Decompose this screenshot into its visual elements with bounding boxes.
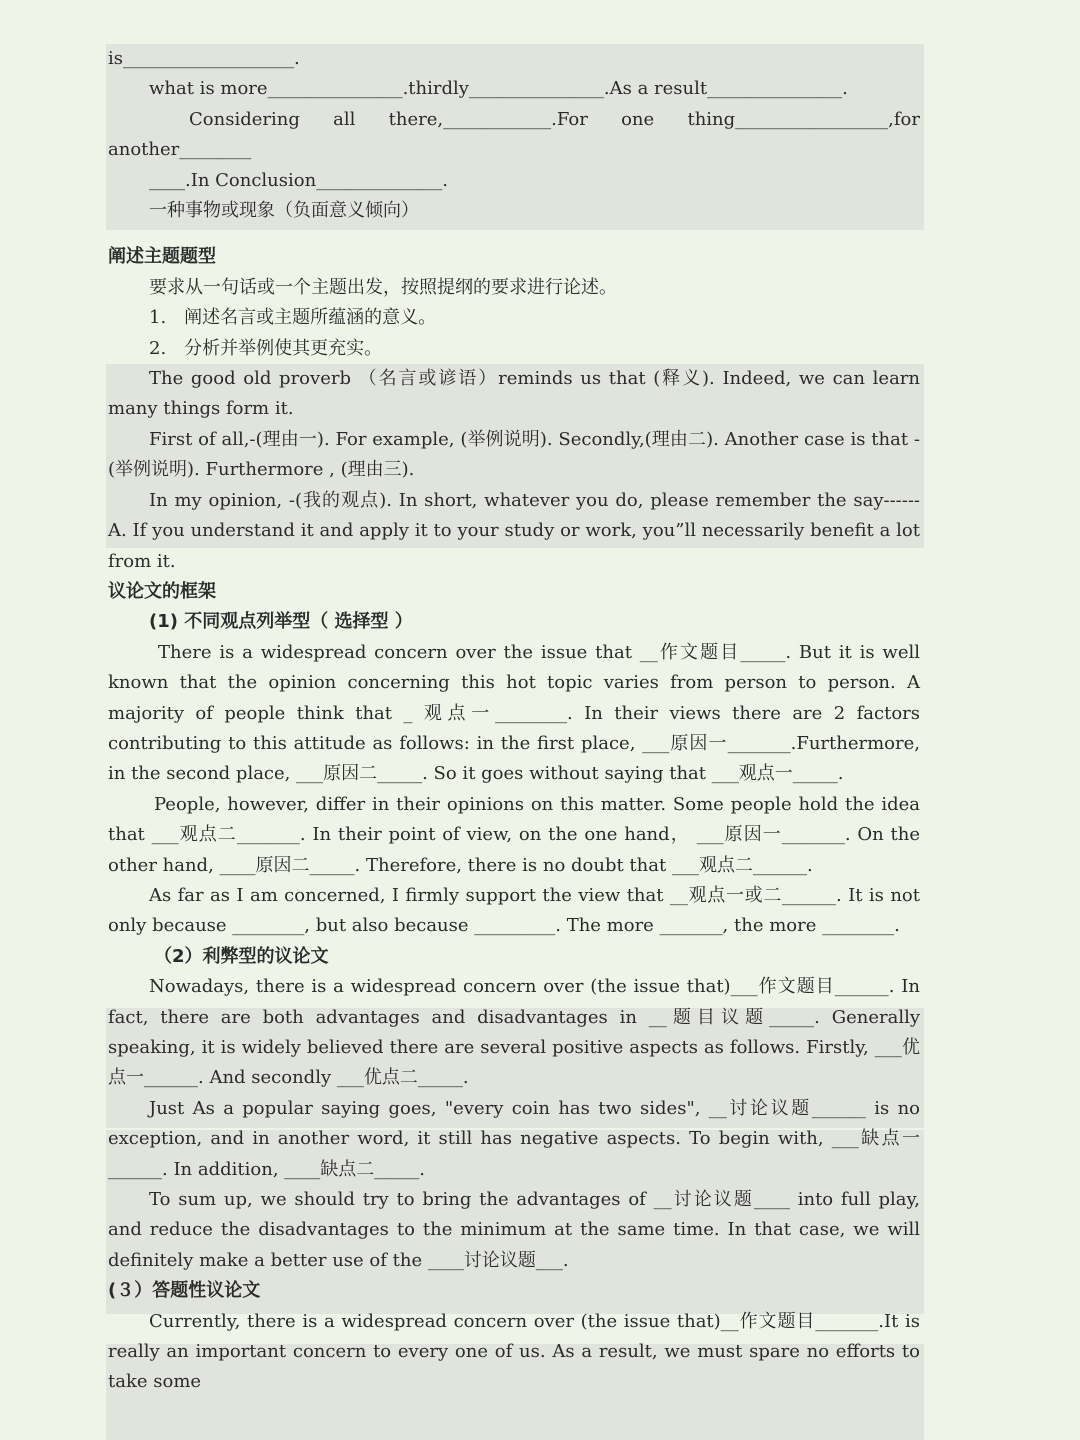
- pros-cons-paragraph-1: Nowadays, there is a widespread concern over (the issue that)___作文题目______. In fact, there are both advantages and disadvantages in __题目议题_____. Generally speaking, it is widely believed there are several positive aspects as follows. Firstly, ___优点一______. And secondly ___优点二_____.: [108, 976, 920, 1089]
- theme-paragraph-reasons: First of all,-(理由一). For example, (举例说明). Secondly,(理由二). Another case is that -(举例说明). Furthermore , (理由三).: [108, 428, 920, 481]
- subheading-viewpoints: (1) 不同观点列举型（ 选择型 ）: [149, 611, 413, 633]
- viewpoints-paragraph-1: There is a widespread concern over the issue that __作文题目_____. But it is well known that the opinion concerning this hot topic varies from person to person. A majority of people think that _ 观点一________. In their views there are 2 factors contributing to this attitude as follows: in the first place, ___原因一_______.Furthermore, in the second place, ___原因二_____. So it goes without saying that ___观点一_____.: [108, 641, 920, 785]
- subheading-pros-cons: （2）利弊型的议论文: [154, 945, 329, 967]
- theme-paragraph-proverb: The good old proverb （名言或谚语）reminds us that (释义). Indeed, we can learn many things form it.: [108, 368, 920, 420]
- theme-paragraph-opinion: In my opinion, -(我的观点). In short, whatever you do, please remember the say------A. If you understand it and apply it to your study or work, you”ll necessarily benefit a lot from it.: [108, 489, 920, 572]
- theme-item-1: 1. 阐述名言或主题所蕴涵的意义。: [149, 307, 437, 329]
- heading-framework: 议论文的框架: [108, 580, 216, 602]
- negative-tendency-note: 一种事物或现象（负面意义倾向）: [149, 200, 419, 222]
- fill-line-conclusion: ____.In Conclusion______________.: [149, 169, 448, 191]
- subheading-answer-type: (３）答题性议论文: [108, 1280, 261, 1302]
- fill-line-what-is-more: what is more_______________.thirdly_______________.As a result_______________.: [149, 78, 848, 100]
- viewpoints-paragraph-3: As far as I am concerned, I firmly support the view that __观点一或二______. It is not only because ________, but also because _________. The more _______, the more ________.: [108, 884, 920, 937]
- fill-line-is: is___________________.: [108, 48, 300, 69]
- viewpoints-paragraph-2: People, however, differ in their opinions on this matter. Some people hold the idea that ___观点二_______. In their point of view, on the one hand， ___原因一_______. On the other hand, ____原因二_____. Therefore, there is no doubt that ___观点二______.: [108, 793, 920, 876]
- fill-line-considering: Considering all there,____________.For one thing_________________,for another________: [108, 108, 920, 161]
- heading-theme-type: 阐述主题题型: [108, 246, 216, 268]
- pros-cons-paragraph-2: Just As a popular saying goes, "every coin has two sides", __讨论议题______ is no exception, and in another word, it still has negative aspects. To begin with, ___缺点一______. In addition, ____缺点二_____.: [108, 1097, 920, 1180]
- theme-item-2: 2. 分析并举例使其更充实。: [149, 337, 383, 359]
- answer-type-paragraph-1: Currently, there is a widespread concern over (the issue that)__作文题目_______.It is really an important concern to every one of us. As a result, we must spare no efforts to take some: [108, 1310, 920, 1393]
- document-content: [108, 44, 920, 1398]
- theme-intro: 要求从一句话或一个主题出发，按照提纲的要求进行论述。: [149, 276, 617, 298]
- pros-cons-paragraph-3: To sum up, we should try to bring the advantages of __讨论议题____ into full play, and reduce the disadvantages to the minimum at the same time. In that case, we will definitely make a better use of the ____讨论议题___.: [108, 1189, 920, 1271]
